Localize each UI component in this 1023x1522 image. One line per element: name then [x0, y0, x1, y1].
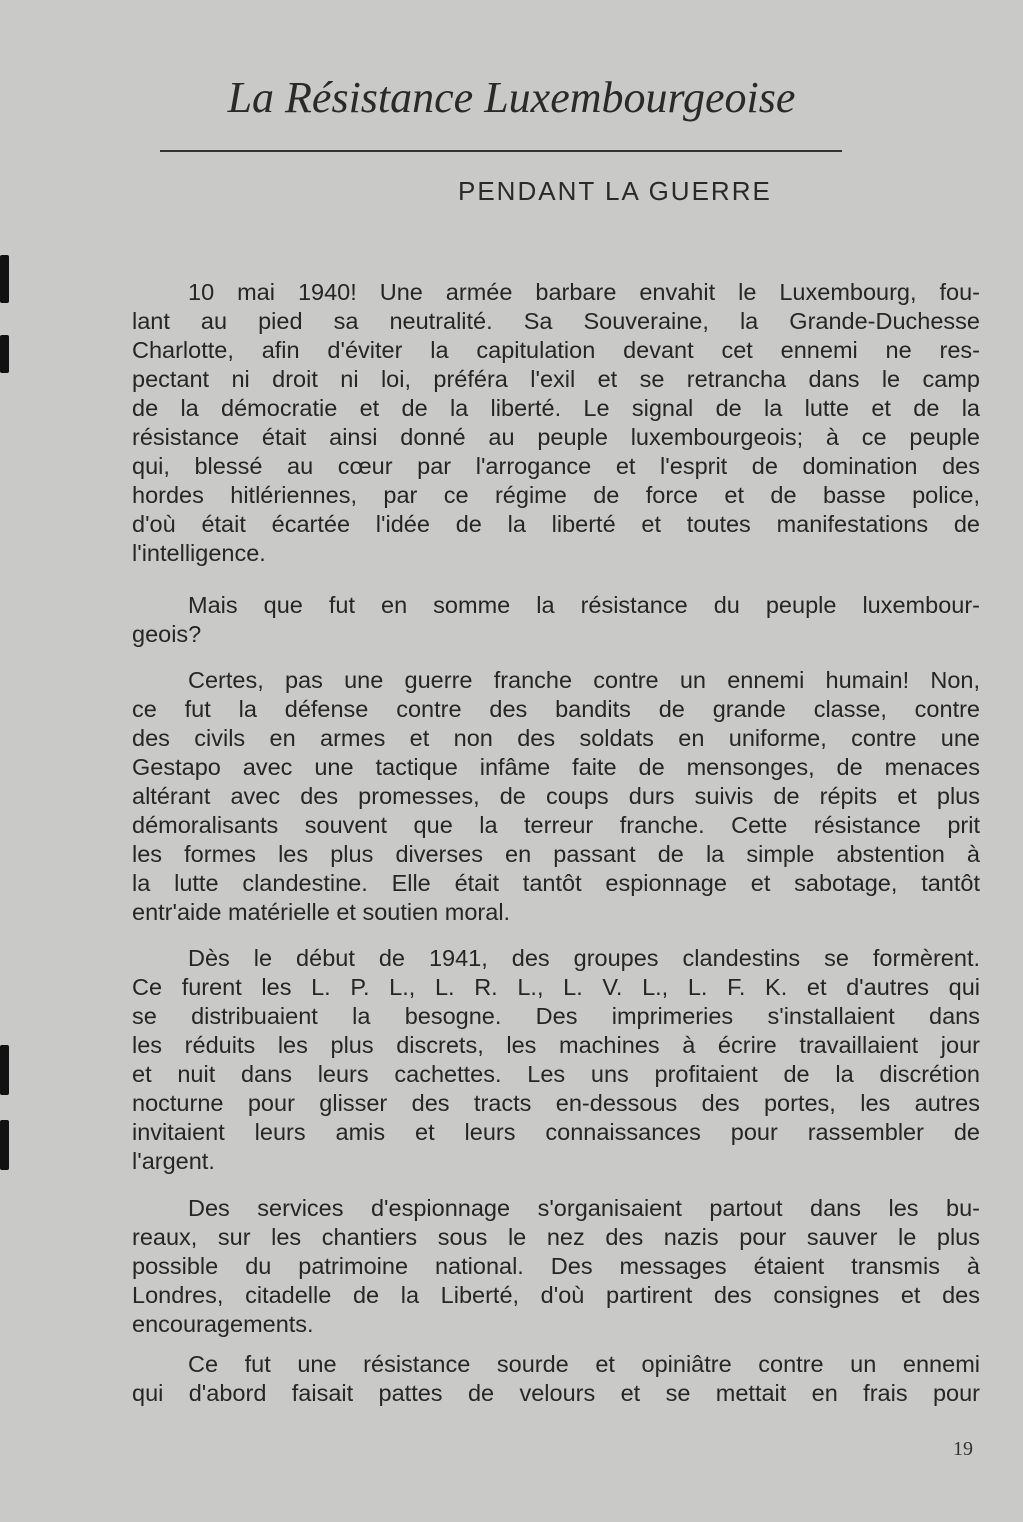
text-line: résistance était ainsi donné au peuple luxembourgeois; à ce peuple: [132, 424, 980, 450]
text-line: reaux, sur les chantiers sous le nez des nazis pour sauver le plus: [132, 1224, 980, 1250]
text-line: des civils en armes et non des soldats en uniforme, contre une: [132, 725, 980, 751]
binding-mark: [0, 1120, 9, 1170]
binding-mark: [0, 255, 9, 303]
text-line: qui, blessé au cœur par l'arrogance et l'esprit de domination des: [132, 453, 980, 479]
text-line: les réduits les plus discrets, les machines à écrire travaillaient jour: [132, 1032, 980, 1058]
text-line: invitaient leurs amis et leurs connaissances pour rassembler de: [132, 1119, 980, 1145]
text-line: nocturne pour glisser des tracts en-dessous des portes, les autres: [132, 1090, 980, 1116]
text-line: Charlotte, afin d'éviter la capitulation devant cet ennemi ne res-: [132, 337, 980, 363]
text-line: l'intelligence.: [132, 540, 266, 566]
text-line: démoralisants souvent que la terreur franche. Cette résistance prit: [132, 812, 980, 838]
text-line: Des services d'espionnage s'organisaient partout dans les bu-: [188, 1195, 980, 1221]
text-line: qui d'abord faisait pattes de velours et se mettait en frais pour: [132, 1380, 980, 1406]
title-divider: [160, 150, 842, 152]
text-line: l'argent.: [132, 1148, 215, 1174]
paragraph: [132, 1350, 980, 1408]
text-line: la lutte clandestine. Elle était tantôt espionnage et sabotage, tantôt: [132, 870, 980, 896]
paragraph: [132, 591, 980, 649]
text-line: Ce fut une résistance sourde et opiniâtre contre un ennemi: [188, 1351, 980, 1377]
text-line: ce fut la défense contre des bandits de grande classe, contre: [132, 696, 980, 722]
text-line: se distribuaient la besogne. Des imprimeries s'installaient dans: [132, 1003, 980, 1029]
binding-mark: [0, 335, 9, 373]
page-title: La Résistance Luxembourgeoise: [227, 73, 796, 122]
text-line: Londres, citadelle de la Liberté, d'où partirent des consignes et des: [132, 1282, 980, 1308]
text-line: pectant ni droit ni loi, préféra l'exil et se retrancha dans le camp: [132, 366, 980, 392]
text-line: et nuit dans leurs cachettes. Les uns profitaient de la discrétion: [132, 1061, 980, 1087]
text-line: d'où était écartée l'idée de la liberté et toutes manifestations de: [132, 511, 980, 537]
text-line: 10 mai 1940! Une armée barbare envahit le Luxembourg, fou-: [188, 279, 980, 305]
text-line: les formes les plus diverses en passant de la simple abstention à: [132, 841, 980, 867]
text-line: Mais que fut en somme la résistance du peuple luxembour-: [188, 592, 980, 618]
page-number: 19: [953, 1438, 973, 1460]
text-line: Dès le début de 1941, des groupes clandestins se formèrent.: [188, 945, 980, 971]
binding-mark: [0, 1045, 9, 1095]
text-line: entr'aide matérielle et soutien moral.: [132, 899, 511, 925]
text-line: geois?: [132, 621, 202, 647]
paragraph: [132, 1194, 980, 1339]
paragraph: [132, 944, 980, 1176]
paragraph: [132, 666, 980, 927]
text-line: possible du patrimoine national. Des messages étaient transmis à: [132, 1253, 980, 1279]
text-line: Certes, pas une guerre franche contre un ennemi humain! Non,: [188, 667, 980, 693]
text-line: Ce furent les L. P. L., L. R. L., L. V. L., L. F. K. et d'autres qui: [132, 974, 980, 1000]
text-line: encouragements.: [132, 1311, 314, 1337]
text-line: hordes hitlériennes, par ce régime de force et de basse police,: [132, 482, 980, 508]
text-line: altérant avec des promesses, de coups durs suivis de répits et plus: [132, 783, 980, 809]
text-line: de la démocratie et de la liberté. Le signal de la lutte et de la: [132, 395, 980, 421]
paragraph: [132, 278, 980, 568]
section-heading: PENDANT LA GUERRE: [458, 176, 772, 206]
text-line: lant au pied sa neutralité. Sa Souveraine, la Grande-Duchesse: [132, 308, 980, 334]
text-line: Gestapo avec une tactique infâme faite de mensonges, de menaces: [132, 754, 980, 780]
